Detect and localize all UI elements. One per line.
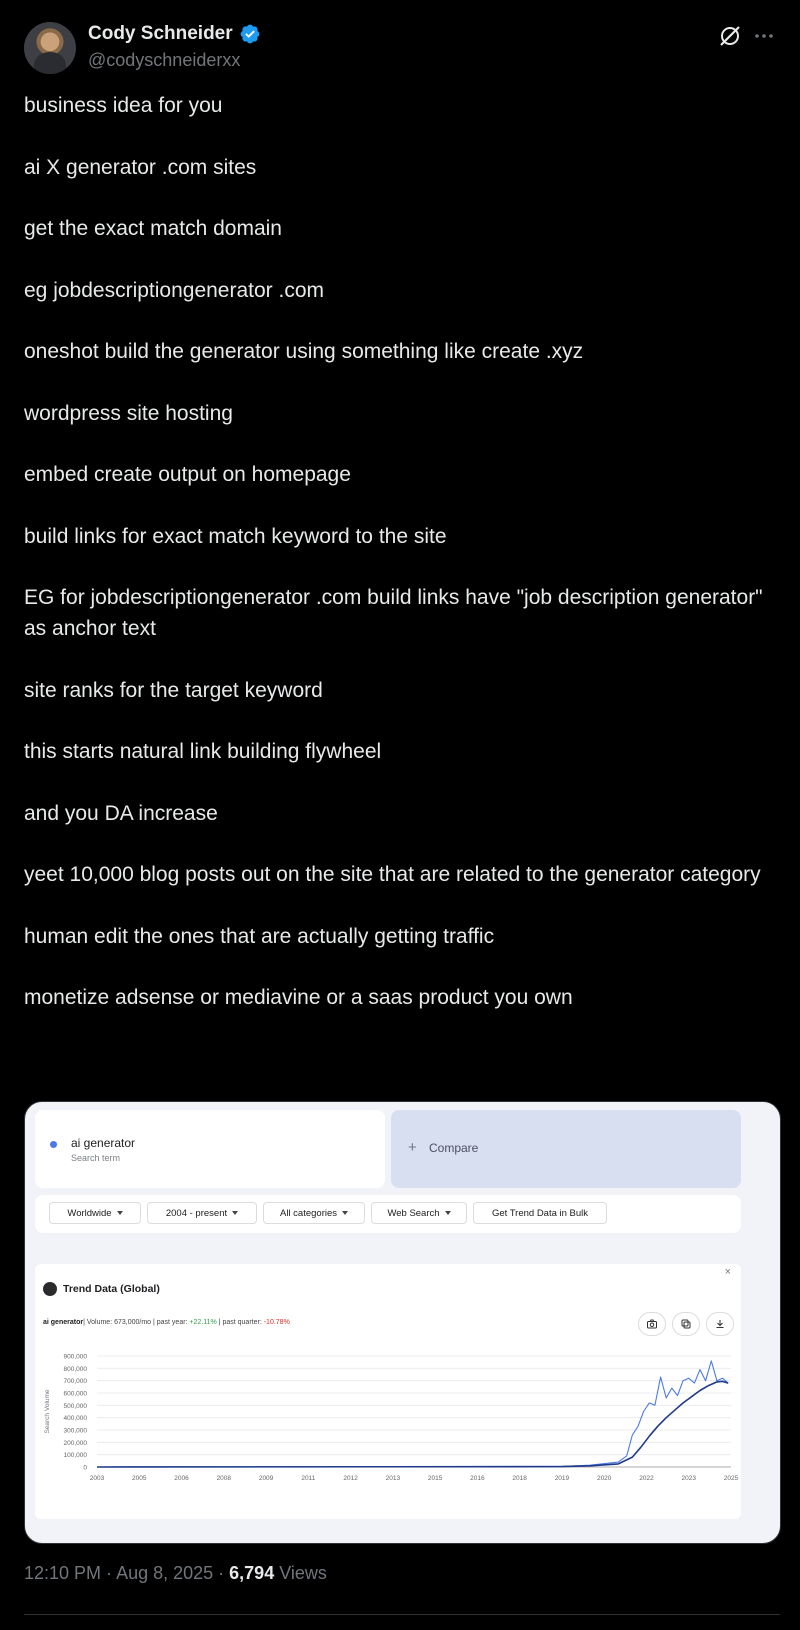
stats-past-quarter: -10.78% [263,1319,290,1326]
y-tick-label: 700,000 [63,1378,87,1386]
display-name[interactable]: Cody Schneider [88,23,233,44]
tweet-text [24,90,764,1044]
y-tick-label: 900,000 [63,1353,87,1361]
y-tick-label: 0 [83,1464,87,1472]
x-tick-label: 2015 [427,1475,443,1482]
bulk-data-label: Get Trend Data in Bulk [491,1207,589,1219]
more-icon[interactable] [752,24,776,48]
compare-card[interactable] [391,1110,741,1188]
x-tick-label: 2012 [343,1475,358,1482]
tweet-paragraph: EG for jobdescriptiongenerator .com build links have "job description generator" as anchor text [24,586,763,640]
tweet-header [24,20,780,76]
y-tick-label: 500,000 [63,1402,87,1410]
filter-timeframe[interactable] [147,1202,257,1224]
caret-down-icon [445,1211,451,1215]
caret-down-icon [232,1211,238,1215]
filter-label: Worldwide [67,1207,112,1219]
search-term-card[interactable] [35,1110,385,1188]
y-tick-label: 300,000 [63,1427,87,1435]
stats-keyword: ai generator [43,1319,84,1326]
compare-label: Compare [429,1141,479,1155]
views-label: Views [274,1563,327,1583]
trend-data-panel [35,1264,741,1519]
filter-category[interactable] [263,1202,365,1224]
tweet-paragraph: build links for exact match keyword to the site [24,524,447,548]
tweet-paragraph: monetize adsense or mediavine or a saas product you own [24,986,573,1009]
post-date[interactable]: Aug 8, 2025 [116,1563,214,1583]
bulk-data-button[interactable] [473,1202,607,1224]
y-tick-label: 400,000 [63,1415,87,1423]
series-dot [50,1141,57,1148]
tweet-meta [24,1563,327,1584]
filter-bar [35,1195,741,1233]
y-tick-label: 100,000 [63,1452,87,1460]
extension-logo-icon [43,1282,57,1296]
trend-title: Trend Data (Global) [63,1283,160,1295]
search-term-label: Search term [71,1153,121,1163]
x-tick-label: 2011 [301,1475,316,1482]
x-tick-label: 2016 [470,1475,485,1482]
stats-past-year: +22.11% [189,1319,217,1326]
tweet-paragraph: oneshot build the generator using something like create .xyz [24,340,584,363]
plus-icon: + [408,1139,417,1156]
tweet-paragraph: human edit the ones that are actually getting traffic [24,924,495,948]
filter-label: 2004 - present [165,1207,228,1219]
x-tick-label: 2025 [723,1475,739,1482]
tweet-paragraph: business idea for you [24,94,223,117]
x-tick-label: 2008 [216,1475,232,1482]
media-image[interactable] [24,1101,781,1544]
filter-label: All categories [279,1207,338,1219]
tweet-paragraph: and you DA increase [24,801,218,825]
y-tick-label: 200,000 [63,1439,87,1447]
series-line [97,1361,728,1467]
handle[interactable]: @codyschneiderxx [88,50,241,70]
avatar[interactable] [24,22,76,74]
series-line [97,1381,728,1467]
copy-icon [680,1318,692,1330]
x-tick-label: 2005 [132,1475,147,1482]
tweet-paragraph: get the exact match domain [24,217,282,240]
download-button[interactable] [706,1312,734,1336]
tweet-paragraph: yeet 10,000 blog posts out on the site that are related to the generator category [24,863,761,886]
divider [24,1614,780,1615]
stats-volume: | Volume: 673,000/mo | past year: [83,1319,190,1326]
x-tick-label: 2003 [89,1475,105,1482]
y-axis-label: Search Volume [44,1389,51,1434]
screenshot-button[interactable] [638,1312,666,1336]
caret-down-icon [117,1211,123,1215]
close-icon[interactable]: × [724,1266,731,1278]
filter-region[interactable] [49,1202,141,1224]
filter-label: Web Search [387,1207,440,1219]
tweet-paragraph: eg jobdescriptiongenerator .com [24,278,325,302]
x-tick-label: 2022 [639,1475,654,1482]
post-time[interactable]: 12:10 PM [24,1563,102,1583]
meta-separator: · [213,1563,230,1583]
y-tick-label: 800,000 [63,1365,87,1373]
meta-separator: · [101,1563,117,1583]
download-icon [714,1318,726,1330]
tweet-paragraph: embed create output on homepage [24,463,351,486]
y-tick-label: 600,000 [63,1390,87,1398]
search-term: ai generator [71,1136,136,1150]
views-count: 6,794 [229,1563,275,1583]
tweet-paragraph: site ranks for the target keyword [24,678,323,702]
name-row [88,23,261,45]
trend-stats [43,1319,290,1326]
copy-button[interactable] [672,1312,700,1336]
trend-chart [35,1344,741,1484]
x-tick-label: 2009 [258,1475,274,1482]
x-tick-label: 2013 [385,1475,401,1482]
caret-down-icon [342,1211,348,1215]
x-tick-label: 2023 [681,1475,696,1482]
grok-icon[interactable] [718,24,742,48]
tweet-paragraph: wordpress site hosting [24,401,233,425]
x-tick-label: 2020 [596,1475,612,1482]
stats-quarter-label: | past quarter: [216,1319,264,1326]
filter-search-type[interactable] [371,1202,467,1224]
x-tick-label: 2018 [512,1475,527,1482]
tweet-paragraph: this starts natural link building flywheel [24,740,382,763]
camera-icon [646,1318,658,1330]
x-tick-label: 2019 [554,1475,570,1482]
verified-badge-icon [239,23,261,45]
x-tick-label: 2006 [174,1475,189,1482]
tweet-paragraph: ai X generator .com sites [24,155,257,179]
